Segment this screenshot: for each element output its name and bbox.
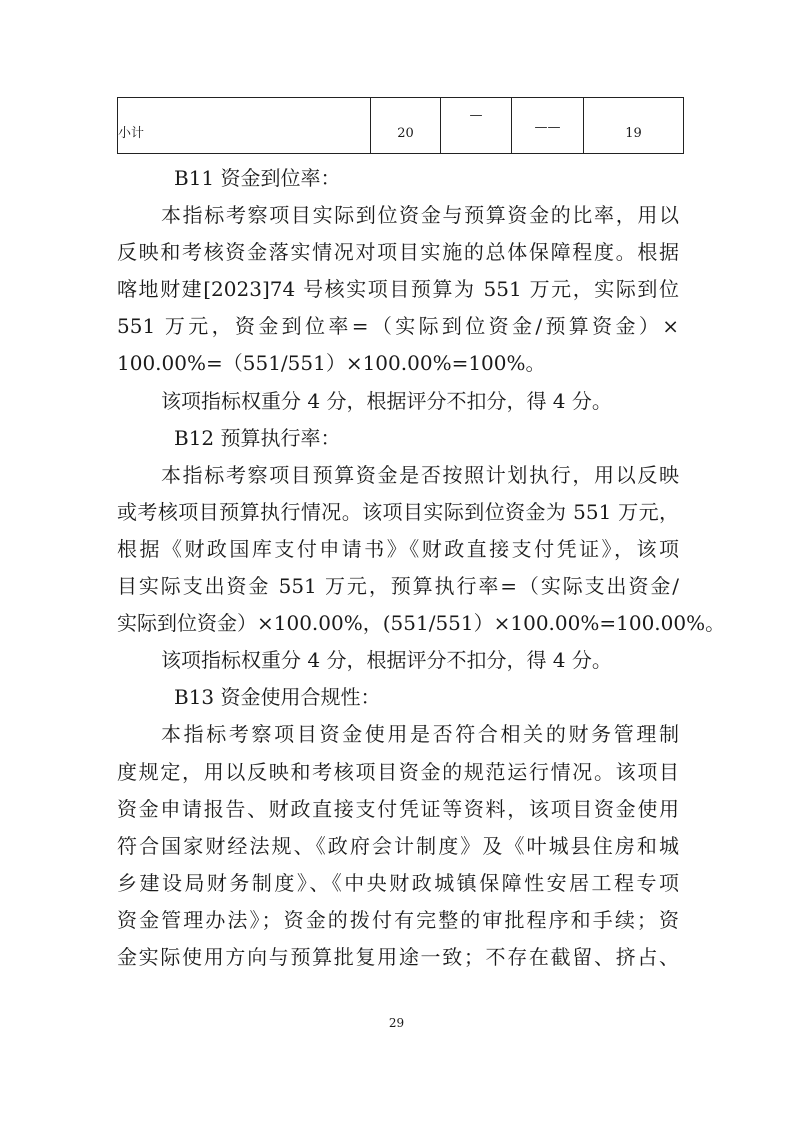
- paragraph-line: 喀地财建[2023]74 号核实项目预算为 551 万元，实际到位: [117, 277, 679, 302]
- paragraph-line: 本指标考察项目预算资金是否按照计划执行，用以反映: [161, 462, 679, 487]
- paragraph-line: 资金管理办法》；资金的拨付有完整的审批程序和手续；资: [117, 907, 679, 932]
- paragraph-line: 资金申请报告、财政直接支付凭证等资料，该项目资金使用: [117, 796, 679, 821]
- paragraph-line: 实际到位资金）×100.00%，(551/551）×100.00%=100.00%。: [117, 611, 726, 636]
- dash-cell: [441, 98, 512, 154]
- subtotal-label: 小计: [118, 98, 371, 154]
- paragraph-line: 551 万元，资金到位率=（实际到位资金/预算资金）×: [117, 314, 679, 339]
- paragraph-line: 该项指标权重分 4 分，根据评分不扣分，得 4 分。: [161, 388, 612, 413]
- double-dash-cell: ——: [512, 98, 584, 154]
- page-number: 29: [388, 1016, 405, 1030]
- paragraph-line: 或考核项目预算执行情况。该项目实际到位资金为 551 万元，: [117, 499, 679, 524]
- paragraph-line: 度规定，用以反映和考核项目资金的规范运行情况。该项目: [117, 759, 679, 784]
- paragraph-line: 目实际支出资金 551 万元，预算执行率=（实际支出资金/: [117, 574, 679, 599]
- paragraph-line: 反映和考核资金落实情况对项目实施的总体保障程度。根据: [117, 240, 679, 265]
- score-table: [117, 97, 684, 154]
- table-row: [118, 98, 684, 154]
- paragraph-line: 根据《财政国库支付申请书》《财政直接支付凭证》，该项: [117, 536, 679, 561]
- paragraph-line: 本指标考察项目资金使用是否符合相关的财务管理制: [161, 722, 679, 747]
- weight-cell: 20: [371, 98, 441, 154]
- section-heading: B13 资金使用合规性：: [174, 685, 381, 710]
- section-heading: B12 预算执行率：: [174, 425, 341, 450]
- paragraph-line: 乡建设局财务制度》、《中央财政城镇保障性安居工程专项: [117, 870, 679, 895]
- paragraph-line: 该项指标权重分 4 分，根据评分不扣分，得 4 分。: [161, 648, 612, 673]
- dash-text: —: [469, 108, 483, 123]
- paragraph-line: 符合国家财经法规、《政府会计制度》及《叶城县住房和城: [117, 833, 679, 858]
- paragraph-line: 本指标考察项目实际到位资金与预算资金的比率，用以: [161, 203, 679, 228]
- paragraph-line: 金实际使用方向与预算批复用途一致；不存在截留、挤占、: [117, 944, 679, 969]
- score-cell: 19: [584, 98, 684, 154]
- paragraph-line: 100.00%=（551/551）×100.00%=100%。: [117, 351, 546, 376]
- section-heading: B11 资金到位率：: [174, 166, 341, 190]
- body-text: [117, 160, 726, 976]
